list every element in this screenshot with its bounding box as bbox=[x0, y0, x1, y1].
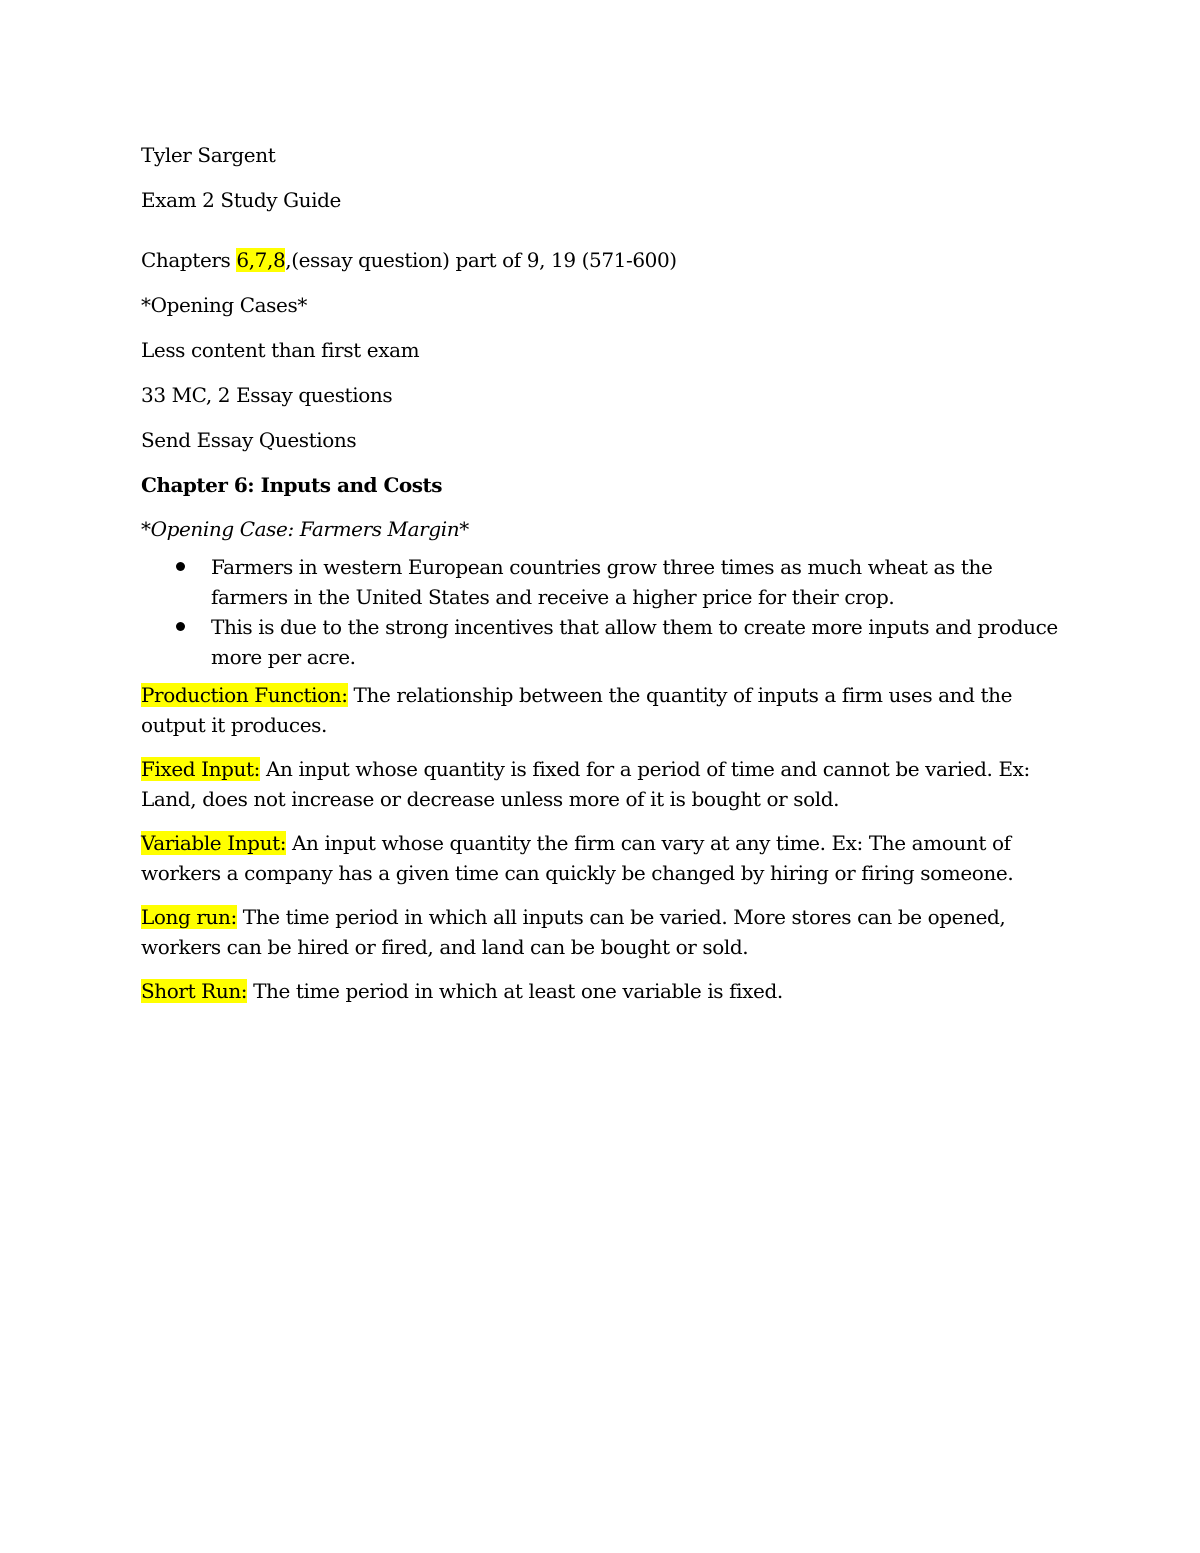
definition-long-run bbox=[141, 902, 1066, 962]
bullet-icon bbox=[176, 622, 185, 631]
definition-term: Long run: bbox=[141, 905, 237, 929]
definition-text: An input whose quantity is fixed for a period of time and cannot be varied. Ex: Land, does not increase or decrease unless more of it is bought or sold. bbox=[141, 757, 1030, 811]
bullet-icon bbox=[176, 562, 185, 571]
bullet-text: This is due to the strong incentives that allow them to create more inputs and produce more per acre. bbox=[211, 615, 1058, 669]
note-opening-cases: *Opening Cases* bbox=[141, 293, 307, 317]
chapters-suffix: ,(essay question) part of 9, 19 (571-600) bbox=[285, 248, 677, 272]
note-question-count: 33 MC, 2 Essay questions bbox=[141, 383, 393, 407]
definition-short-run bbox=[141, 976, 1066, 1006]
document-title: Exam 2 Study Guide bbox=[141, 188, 341, 212]
list-item bbox=[141, 552, 1066, 612]
definition-term: Short Run: bbox=[141, 979, 248, 1003]
bullet-text: Farmers in western European countries grow three times as much wheat as the farmers in the United States and receive a higher price for their crop. bbox=[211, 555, 993, 609]
definition-text: The time period in which at least one variable is fixed. bbox=[247, 979, 783, 1003]
chapters-highlight: 6,7,8 bbox=[236, 248, 286, 272]
author-name: Tyler Sargent bbox=[141, 143, 276, 167]
opening-case-title: *Opening Case: Farmers Margin* bbox=[141, 517, 469, 541]
definition-fixed-input bbox=[141, 754, 1066, 814]
definition-text: The relationship between the quantity of inputs a firm uses and the output it produces. bbox=[141, 683, 1013, 737]
document-body bbox=[141, 140, 1066, 1020]
note-send-essay: Send Essay Questions bbox=[141, 428, 357, 452]
definition-text: The time period in which all inputs can be varied. More stores can be opened, workers can be hired or fired, and land can be bought or sold. bbox=[141, 905, 1006, 959]
note-less-content: Less content than first exam bbox=[141, 338, 420, 362]
definition-term: Fixed Input: bbox=[141, 757, 260, 781]
definition-variable-input bbox=[141, 828, 1066, 888]
definition-term: Variable Input: bbox=[141, 831, 287, 855]
definition-text: An input whose quantity the firm can vary at any time. Ex: The amount of workers a company has a given time can quickly be changed by hiring or firing someone. bbox=[141, 831, 1014, 885]
opening-case-bullets bbox=[141, 552, 1066, 672]
definition-term: Production Function: bbox=[141, 683, 348, 707]
chapters-line bbox=[141, 245, 1066, 275]
list-item bbox=[141, 612, 1066, 672]
chapter-6-heading: Chapter 6: Inputs and Costs bbox=[141, 473, 442, 497]
chapters-prefix: Chapters bbox=[141, 248, 237, 272]
definition-production-function bbox=[141, 680, 1066, 740]
